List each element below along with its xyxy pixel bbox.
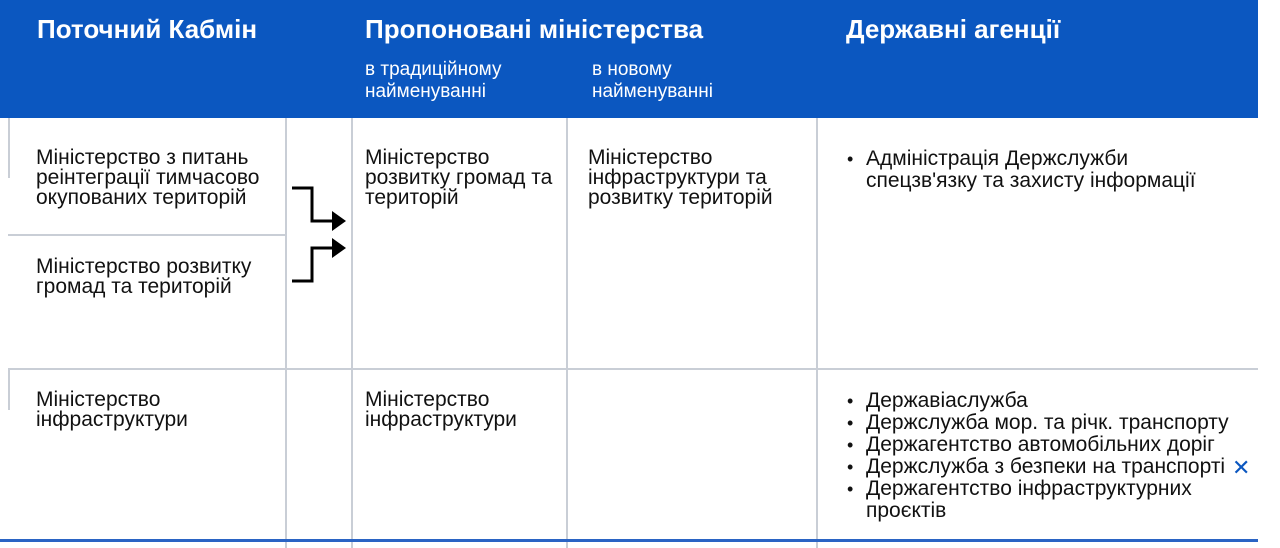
- agency-item: • Держслужба з безпеки на транспорті: [866, 456, 1241, 478]
- header-new-name: в новому найменуванні: [592, 59, 713, 102]
- grid-line: [285, 118, 287, 548]
- current-ministry-cell: Міністерство з питань реінтеграції тимчасово окупованих територій: [36, 146, 260, 209]
- traditional-ministry-cell: Міністерство інфраструктури: [365, 388, 517, 431]
- grid-line: [566, 118, 568, 548]
- header-state-agencies: Державні агенції: [846, 14, 1061, 44]
- merge-arrow-lower: [292, 238, 346, 281]
- agency-item: • Держслужба мор. та річк. транспорту: [866, 412, 1241, 434]
- merge-arrows-icon: [288, 180, 350, 290]
- merge-arrow-upper: [292, 188, 346, 231]
- close-icon: ✕: [1232, 455, 1251, 480]
- grid-line: [351, 118, 353, 548]
- grid-line: [8, 118, 10, 178]
- agency-list: [846, 148, 1236, 192]
- traditional-ministry-cell: Міністерство розвитку громад та територій: [365, 146, 553, 209]
- grid-line: [816, 118, 818, 548]
- table-bottom-border: [0, 539, 1258, 542]
- agency-item: • Державіаслужба: [866, 390, 1241, 412]
- agency-item: • Держагентство інфраструктурних проєктів: [866, 478, 1241, 522]
- grid-line: [8, 368, 1258, 370]
- agency-item: • Адміністрація Держслужби спецзв'язку та захисту інформації: [866, 148, 1236, 192]
- new-ministry-cell: Міністерство інфраструктури та розвитку територій: [588, 146, 773, 209]
- agency-list: [846, 390, 1241, 522]
- current-ministry-cell: Міністерство інфраструктури: [36, 388, 188, 431]
- header-traditional-name: в традиційному найменуванні: [365, 59, 502, 102]
- grid-line: [8, 234, 285, 236]
- current-ministry-cell: Міністерство розвитку громад та територій: [36, 255, 252, 298]
- header-proposed-ministries: Пропоновані міністерства: [365, 14, 704, 44]
- grid-line: [8, 370, 10, 410]
- agency-item: • Держагентство автомобільних доріг: [866, 434, 1241, 456]
- header-current-cabinet: Поточний Кабмін: [37, 14, 258, 44]
- table-header: [0, 0, 1258, 118]
